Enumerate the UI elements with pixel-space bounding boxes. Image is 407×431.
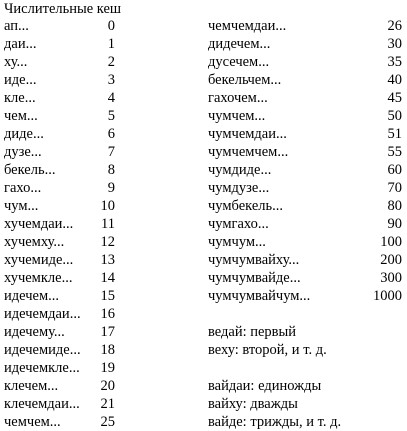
numeral-row <box>208 53 402 71</box>
numeral-value: 19 <box>100 360 115 376</box>
numeral-row <box>208 179 402 197</box>
numeral-word: бекель... <box>4 162 56 178</box>
numeral-word: чумчемчем... <box>208 144 289 160</box>
numeral-word: идечемдаи... <box>4 306 81 322</box>
spacer-row <box>208 305 402 323</box>
numeral-row <box>208 35 402 53</box>
numeral-value: 16 <box>100 306 115 322</box>
numeral-value: 300 <box>380 270 402 286</box>
numeral-row <box>4 269 144 287</box>
numeral-word: ху... <box>4 54 28 70</box>
numeral-value: 100 <box>380 234 402 250</box>
numeral-word: гахочем... <box>208 90 268 106</box>
numeral-word: чумбекель... <box>208 198 283 214</box>
numeral-word: диде... <box>4 126 44 142</box>
numeral-row <box>4 143 144 161</box>
numeral-row <box>208 161 402 179</box>
numerals-list-left <box>4 17 144 431</box>
numeral-row <box>4 359 144 377</box>
numeral-word: клечемдаи... <box>4 396 80 412</box>
numeral-word: гахо... <box>4 180 42 196</box>
numeral-word: дидечем... <box>208 36 271 52</box>
numeral-value: 20 <box>100 378 115 394</box>
numeral-word: чумчумвайчум... <box>208 288 311 304</box>
numeral-value: 11 <box>101 216 115 232</box>
numeral-value: 0 <box>107 18 115 34</box>
numeral-row <box>208 215 402 233</box>
numeral-value: 60 <box>387 162 402 178</box>
numeral-value: 15 <box>100 288 115 304</box>
numeral-row <box>4 71 144 89</box>
numeral-row <box>208 89 402 107</box>
numeral-row <box>4 89 144 107</box>
numeral-row <box>4 377 144 395</box>
numeral-row <box>208 71 402 89</box>
numeral-row <box>4 179 144 197</box>
numeral-word: чумчумвайху... <box>208 252 300 268</box>
numeral-row <box>4 305 144 323</box>
numeral-row <box>208 197 402 215</box>
numeral-value: 18 <box>100 342 115 358</box>
numeral-row <box>4 395 144 413</box>
numeral-value: 70 <box>387 180 402 196</box>
numeral-value: 6 <box>107 126 115 142</box>
ordinal-note: ведай: первый <box>208 324 297 340</box>
numeral-row <box>4 35 144 53</box>
numeral-row <box>4 233 144 251</box>
numeral-row <box>4 17 144 35</box>
numeral-value: 3 <box>107 72 115 88</box>
numerals-list-right <box>208 17 402 431</box>
numeral-word: чумдузе... <box>208 180 270 196</box>
numeral-row <box>4 323 144 341</box>
numeral-word: чумчумвайде... <box>208 270 301 286</box>
numeral-word: клечем... <box>4 378 59 394</box>
numeral-value: 4 <box>107 90 115 106</box>
numeral-value: 55 <box>387 144 402 160</box>
numeral-word: чемчем... <box>4 414 61 430</box>
numeral-word: чумчемдаи... <box>208 126 287 142</box>
numeral-value: 200 <box>380 252 402 268</box>
numeral-word: идечемиде... <box>4 342 81 358</box>
numeral-word: иде... <box>4 72 37 88</box>
spacer-row <box>208 359 402 377</box>
numeral-row <box>208 251 402 269</box>
numeral-word: хучемкле... <box>4 270 73 286</box>
numeral-row <box>208 269 402 287</box>
numeral-word: идечему... <box>4 324 65 340</box>
ordinal-row <box>208 323 402 341</box>
numeral-value: 13 <box>100 252 115 268</box>
numeral-row <box>208 125 402 143</box>
numeral-value: 80 <box>387 198 402 214</box>
ordinal-note: веху: второй, и т. д. <box>208 342 327 358</box>
numeral-row <box>208 287 402 305</box>
numeral-row <box>4 341 144 359</box>
numeral-word: даи... <box>4 36 37 52</box>
numeral-value: 10 <box>100 198 115 214</box>
numeral-value: 8 <box>107 162 115 178</box>
numeral-value: 90 <box>387 216 402 232</box>
numeral-word: чумдиде... <box>208 162 272 178</box>
numeral-value: 5 <box>107 108 115 124</box>
multiplicative-note: вайху: дважды <box>208 396 298 412</box>
numeral-word: бекельчем... <box>208 72 282 88</box>
numeral-value: 1000 <box>373 288 402 304</box>
numeral-word: чумгахо... <box>208 216 269 232</box>
numeral-row <box>4 107 144 125</box>
numeral-row <box>208 17 402 35</box>
numeral-value: 35 <box>387 54 402 70</box>
numeral-row <box>4 161 144 179</box>
numeral-value: 51 <box>387 126 402 142</box>
numeral-word: чумчум... <box>208 234 266 250</box>
numeral-value: 1 <box>107 36 115 52</box>
numeral-word: ап... <box>4 18 29 34</box>
numeral-word: дусечем... <box>208 54 270 70</box>
numeral-row <box>208 233 402 251</box>
multiplicative-note: вайде: трижды, и т. д. <box>208 414 342 430</box>
numeral-row <box>4 413 144 431</box>
numeral-row <box>4 251 144 269</box>
multiplicative-row <box>208 395 402 413</box>
numeral-value: 12 <box>100 234 115 250</box>
numeral-value: 40 <box>387 72 402 88</box>
numeral-value: 26 <box>387 18 402 34</box>
numeral-value: 45 <box>387 90 402 106</box>
numeral-value: 21 <box>100 396 115 412</box>
numeral-value: 2 <box>107 54 115 70</box>
numeral-value: 25 <box>100 414 115 430</box>
numeral-word: кле... <box>4 90 36 106</box>
numeral-word: хучемху... <box>4 234 65 250</box>
multiplicative-note: вайдаи: единожды <box>208 378 322 394</box>
numeral-word: чумчем... <box>208 108 266 124</box>
numeral-row <box>4 53 144 71</box>
numeral-value: 17 <box>100 324 115 340</box>
numeral-row <box>4 215 144 233</box>
numeral-word: идечем... <box>4 288 59 304</box>
multiplicative-row <box>208 377 402 395</box>
numeral-word: идечемкле... <box>4 360 80 376</box>
numeral-word: чемчемдаи... <box>208 18 287 34</box>
numeral-row <box>4 197 144 215</box>
page-title: Числительные кеш <box>4 1 122 17</box>
numeral-value: 30 <box>387 36 402 52</box>
numeral-value: 9 <box>107 180 115 196</box>
numeral-value: 14 <box>100 270 115 286</box>
numeral-word: чем... <box>4 108 38 124</box>
numeral-word: хучемдаи... <box>4 216 74 232</box>
numeral-row <box>4 125 144 143</box>
numeral-value: 50 <box>387 108 402 124</box>
numeral-value: 7 <box>107 144 115 160</box>
numeral-row <box>208 107 402 125</box>
numeral-word: дузе... <box>4 144 42 160</box>
numeral-word: хучемиде... <box>4 252 74 268</box>
multiplicative-row <box>208 413 402 431</box>
numeral-row <box>208 143 402 161</box>
numeral-word: чум... <box>4 198 39 214</box>
numeral-row <box>4 287 144 305</box>
ordinal-row <box>208 341 402 359</box>
